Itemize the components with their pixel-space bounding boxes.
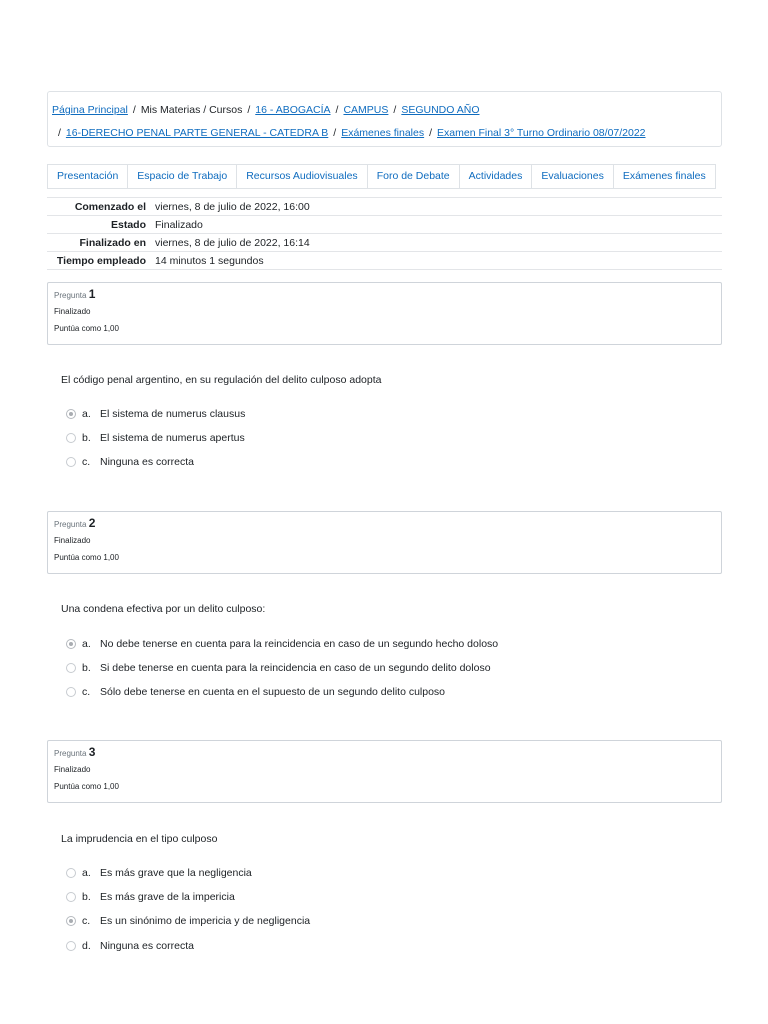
answer-text: El sistema de numerus clausus [100, 408, 246, 421]
radio-button[interactable] [66, 663, 76, 673]
breadcrumb-separator: / [393, 104, 397, 116]
radio-button[interactable] [66, 868, 76, 878]
table-row [47, 216, 722, 234]
breadcrumb-segundo-link[interactable]: SEGUNDO AÑO [401, 104, 480, 116]
breadcrumb [47, 91, 722, 147]
radio-button[interactable] [66, 892, 76, 902]
summary-value: Finalizado [155, 218, 203, 231]
tab-examenes-finales[interactable]: Exámenes finales [613, 164, 716, 189]
question-grade: Puntúa como 1,00 [54, 782, 119, 791]
question-info-3 [47, 740, 722, 803]
question-info-1 [47, 282, 722, 345]
question-number [54, 745, 715, 761]
answer-option[interactable] [66, 632, 498, 656]
breadcrumb-materia-link[interactable]: 16-DERECHO PENAL PARTE GENERAL - CATEDRA B [65, 127, 329, 139]
table-row [47, 252, 722, 270]
summary-value: viernes, 8 de julio de 2022, 16:00 [155, 200, 310, 213]
question-number-value: 1 [88, 287, 96, 301]
question-number-value: 3 [88, 745, 96, 759]
course-tabs [47, 164, 715, 189]
radio-button[interactable] [66, 941, 76, 951]
answer-text: Sólo debe tenerse en cuenta en el supuesto de un segundo delito culposo [100, 686, 446, 699]
answer-option[interactable] [66, 861, 310, 885]
breadcrumb-separator: / [247, 104, 251, 116]
question-label: Pregunta [54, 291, 87, 300]
breadcrumb-separator: / [132, 104, 136, 116]
breadcrumb-abogacia-link[interactable]: 16 - ABOGACÍA [255, 104, 331, 116]
answer-option[interactable] [66, 426, 245, 450]
answer-option[interactable] [66, 402, 245, 426]
breadcrumb-mis-materias: Mis Materias / Cursos [140, 104, 243, 116]
answer-option[interactable] [66, 885, 310, 909]
tab-recursos-audiovisuales[interactable]: Recursos Audiovisuales [236, 164, 367, 189]
answer-text: Ninguna es correcta [100, 939, 194, 952]
answer-letter: a. [82, 638, 91, 651]
breadcrumb-examen-link[interactable]: Examen Final 3° Turno Ordinario 08/07/2022 [437, 127, 646, 139]
summary-label: Estado [110, 218, 146, 231]
radio-button[interactable] [66, 409, 76, 419]
breadcrumb-examenes-link[interactable]: Exámenes finales [341, 127, 425, 139]
question-number-value: 2 [88, 516, 96, 530]
attempt-summary-table [47, 197, 722, 270]
table-row [47, 234, 722, 252]
answer-text: El sistema de numerus apertus [100, 432, 245, 445]
answer-text: Ninguna es correcta [100, 456, 194, 469]
answer-option[interactable] [66, 656, 498, 680]
breadcrumb-separator: / [333, 127, 337, 139]
question-text: Una condena efectiva por un delito culposo: [61, 603, 266, 615]
answer-text: Es más grave de la impericia [100, 891, 235, 904]
answer-text: Es más grave que la negligencia [100, 867, 252, 880]
answer-list [66, 632, 498, 705]
answer-text: Es un sinónimo de impericia y de negligencia [100, 915, 311, 928]
answer-letter: a. [82, 867, 91, 880]
answer-option[interactable] [66, 680, 498, 704]
answer-letter: b. [82, 891, 91, 904]
answer-text: Si debe tenerse en cuenta para la reincidencia en caso de un segundo delito doloso [100, 662, 491, 675]
summary-value: viernes, 8 de julio de 2022, 16:14 [155, 236, 310, 249]
question-info-2 [47, 511, 722, 574]
breadcrumb-home-link[interactable]: Página Principal [52, 104, 128, 116]
question-label: Pregunta [54, 520, 87, 529]
question-grade: Puntúa como 1,00 [54, 324, 119, 333]
question-number [54, 516, 715, 532]
radio-button[interactable] [66, 457, 76, 467]
answer-list [66, 861, 310, 958]
question-text: El código penal argentino, en su regulación del delito culposo adopta [61, 374, 382, 386]
radio-button[interactable] [66, 433, 76, 443]
tab-evaluaciones[interactable]: Evaluaciones [531, 164, 613, 189]
tab-actividades[interactable]: Actividades [459, 164, 533, 189]
question-label: Pregunta [54, 749, 87, 758]
radio-button[interactable] [66, 916, 76, 926]
breadcrumb-campus-link[interactable]: CAMPUS [343, 104, 389, 116]
summary-label: Comenzado el [74, 200, 146, 213]
breadcrumb-separator: / [335, 104, 339, 116]
question-state: Finalizado [54, 765, 91, 774]
question-text: La imprudencia en el tipo culposo [61, 833, 218, 845]
question-state: Finalizado [54, 536, 91, 545]
answer-letter: c. [82, 915, 91, 928]
answer-list [66, 402, 245, 475]
answer-option[interactable] [66, 934, 310, 958]
tab-espacio-de-trabajo[interactable]: Espacio de Trabajo [127, 164, 237, 189]
breadcrumb-separator: / [58, 127, 61, 139]
tab-presentacion[interactable]: Presentación [47, 164, 128, 189]
answer-letter: d. [82, 939, 91, 952]
question-number [54, 287, 715, 303]
answer-letter: c. [82, 686, 91, 699]
radio-button[interactable] [66, 687, 76, 697]
summary-label: Finalizado en [79, 236, 146, 249]
table-row [47, 198, 722, 216]
answer-letter: b. [82, 662, 91, 675]
question-grade: Puntúa como 1,00 [54, 553, 119, 562]
answer-letter: b. [82, 432, 91, 445]
answer-letter: c. [82, 456, 91, 469]
tab-foro-de-debate[interactable]: Foro de Debate [367, 164, 460, 189]
answer-option[interactable] [66, 909, 310, 933]
answer-letter: a. [82, 408, 91, 421]
question-state: Finalizado [54, 307, 91, 316]
answer-text: No debe tenerse en cuenta para la reincidencia en caso de un segundo hecho doloso [100, 638, 499, 651]
breadcrumb-separator: / [429, 127, 433, 139]
radio-button[interactable] [66, 639, 76, 649]
summary-label: Tiempo empleado [56, 254, 146, 267]
summary-value: 14 minutos 1 segundos [155, 254, 264, 267]
answer-option[interactable] [66, 450, 245, 474]
